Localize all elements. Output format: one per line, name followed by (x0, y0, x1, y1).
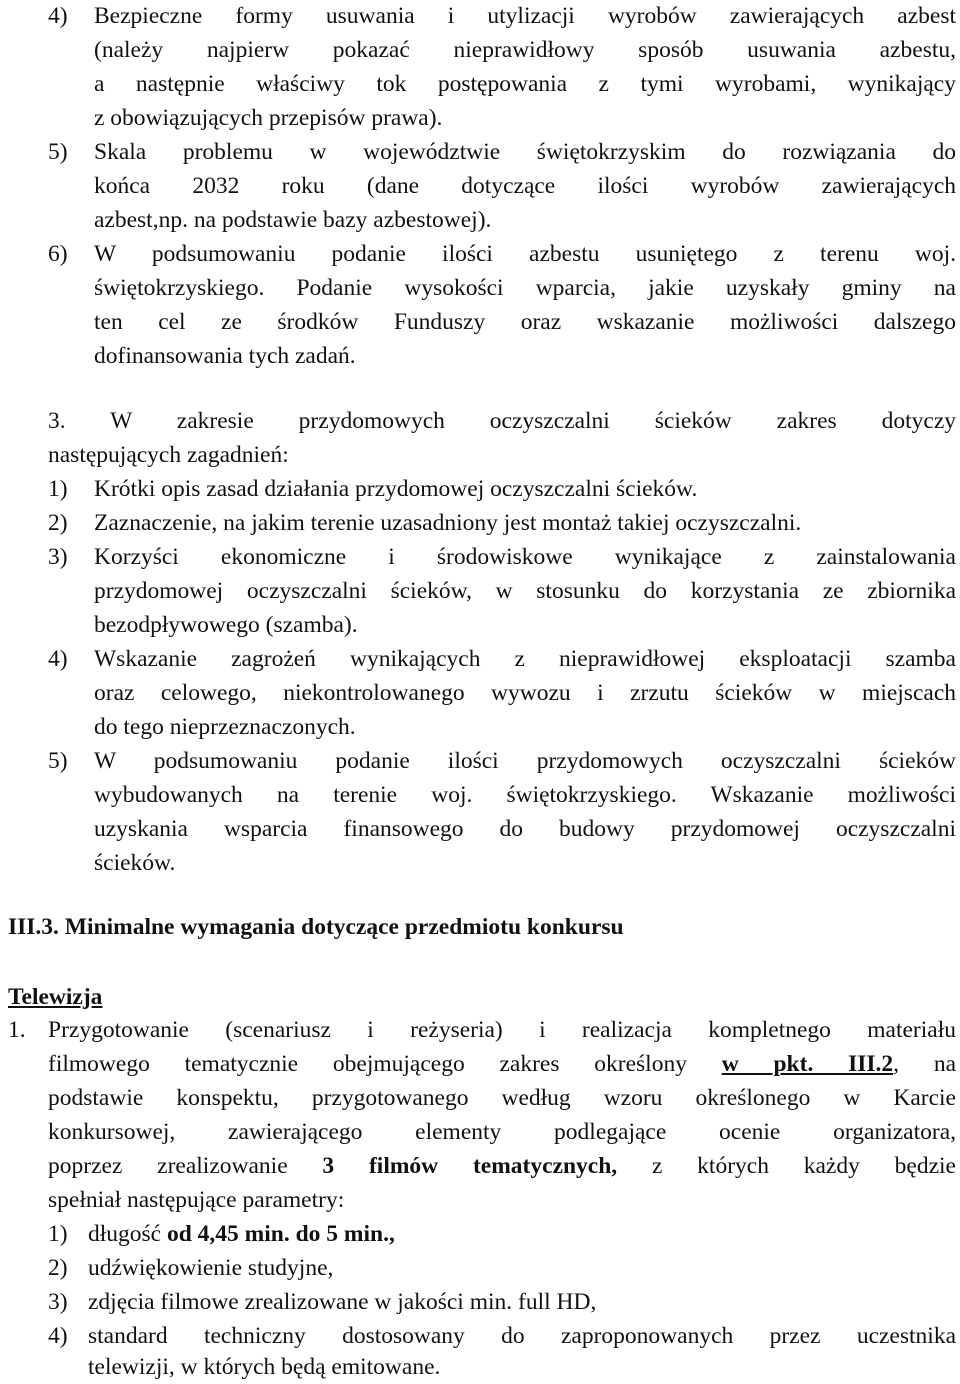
list-item-text: bezodpływowego (szamba). (94, 612, 358, 638)
list-item-text: świętokrzyskiego. Podanie wysokości wparcia, jakie uzyskały gminy na (94, 275, 956, 301)
list-item-text: W podsumowaniu podanie ilości przydomowych oczyszczalni ścieków (94, 748, 956, 774)
list-number: 4) (48, 3, 68, 29)
list-item-text: (należy najpierw pokazać nieprawidłowy sposób usuwania azbestu, (94, 37, 956, 63)
emphasis-text: 3 filmów tematycznych, (322, 1153, 618, 1179)
emphasis-text: od 4,45 min. do 5 min., (166, 1221, 395, 1247)
paragraph-line (48, 1047, 956, 1081)
list-number: 6) (48, 241, 68, 267)
list-number: 3) (48, 544, 68, 570)
list-item-text: wybudowanych na terenie woj. świętokrzyskiego. Wskazanie możliwości (94, 782, 956, 808)
list-item-text: Skala problemu w województwie świętokrzyskim do rozwiązania do (94, 139, 956, 165)
list-item-text: azbest,np. na podstawie bazy azbestowej). (94, 207, 492, 233)
list-number: 5) (48, 748, 68, 774)
list-number: 5) (48, 139, 68, 165)
paragraph-line: podstawie konspektu, przygotowanego według wzoru określonego w Karcie (48, 1085, 956, 1111)
list-item-text: udźwiękowienie studyjne, (88, 1255, 334, 1281)
paragraph-text: filmowego tematycznie obejmującego zakres określony (48, 1051, 722, 1077)
paragraph-text: z których każdy będzie (617, 1153, 956, 1179)
list-item-text: przydomowej oczyszczalni ścieków, w stosunku do korzystania ze zbiornika (94, 578, 956, 604)
list-item-text: ścieków. (94, 850, 176, 876)
paragraph-line: Przygotowanie (scenariusz i reżyseria) i realizacja kompletnego materiału (48, 1017, 956, 1043)
paragraph-text: , na (893, 1051, 956, 1077)
list-number: 4) (48, 1323, 68, 1349)
section-intro: następujących zagadnień: (48, 442, 289, 468)
paragraph-line: spełniał następujące parametry: (48, 1187, 345, 1213)
list-item-text: oraz celowego, niekontrolowanego wywozu i zrzutu ścieków w miejscach (94, 680, 956, 706)
list-item-text: W podsumowaniu podanie ilości azbestu usuniętego z terenu woj. (94, 241, 956, 267)
section-heading: III.3. Minimalne wymagania dotyczące przedmiotu konkursu (8, 914, 624, 940)
list-item-text: z obowiązujących przepisów prawa). (94, 105, 443, 131)
list-item-text: ten cel ze środków Funduszy oraz wskazanie możliwości dalszego (94, 309, 956, 335)
list-number: 2) (48, 1255, 68, 1281)
paragraph-line: konkursowej, zawierającego elementy podlegające ocenie organizatora, (48, 1119, 956, 1145)
list-number: 1) (48, 1221, 68, 1247)
list-item-text: do tego nieprzeznaczonych. (94, 714, 356, 740)
list-item-text: uzyskania wsparcia finansowego do budowy przydomowej oczyszczalni (94, 816, 956, 842)
list-item-text: standard techniczny dostosowany do zaproponowanych przez uczestnika (88, 1323, 956, 1349)
subsection-title: Telewizja (8, 984, 103, 1010)
section-intro: 3. W zakresie przydomowych oczyszczalni ścieków zakres dotyczy (48, 408, 956, 434)
paragraph-text: poprzez zrealizowanie (48, 1153, 323, 1179)
list-item-text: Krótki opis zasad działania przydomowej oczyszczalni ścieków. (94, 476, 698, 502)
list-item-text: dofinansowania tych zadań. (94, 343, 356, 369)
list-item-text: Bezpieczne formy usuwania i utylizacji wyrobów zawierających azbest (94, 3, 956, 29)
list-item-text-part: długość (88, 1221, 167, 1247)
list-item-text: zdjęcia filmowe zrealizowane w jakości min. full HD, (88, 1289, 597, 1315)
list-item-text: a następnie właściwy tok postępowania z tymi wyrobami, wynikający (94, 71, 956, 97)
list-number: 1. (8, 1017, 26, 1043)
paragraph-line (48, 1149, 956, 1183)
list-item-text: Korzyści ekonomiczne i środowiskowe wynikające z zainstalowania (94, 544, 956, 570)
reference-link-text: w pkt. III.2 (721, 1051, 894, 1077)
list-item-text: Wskazanie zagrożeń wynikających z nieprawidłowej eksploatacji szamba (94, 646, 956, 672)
list-number: 2) (48, 510, 68, 536)
list-number: 3) (48, 1289, 68, 1315)
list-item-text: telewizji, w których będą emitowane. (88, 1354, 441, 1380)
list-item-text: Zaznaczenie, na jakim terenie uzasadniony jest montaż takiej oczyszczalni. (94, 510, 802, 536)
list-number: 4) (48, 646, 68, 672)
list-item-text (88, 1217, 395, 1251)
list-item-text: końca 2032 roku (dane dotyczące ilości wyrobów zawierających (94, 173, 956, 199)
list-number: 1) (48, 476, 68, 502)
